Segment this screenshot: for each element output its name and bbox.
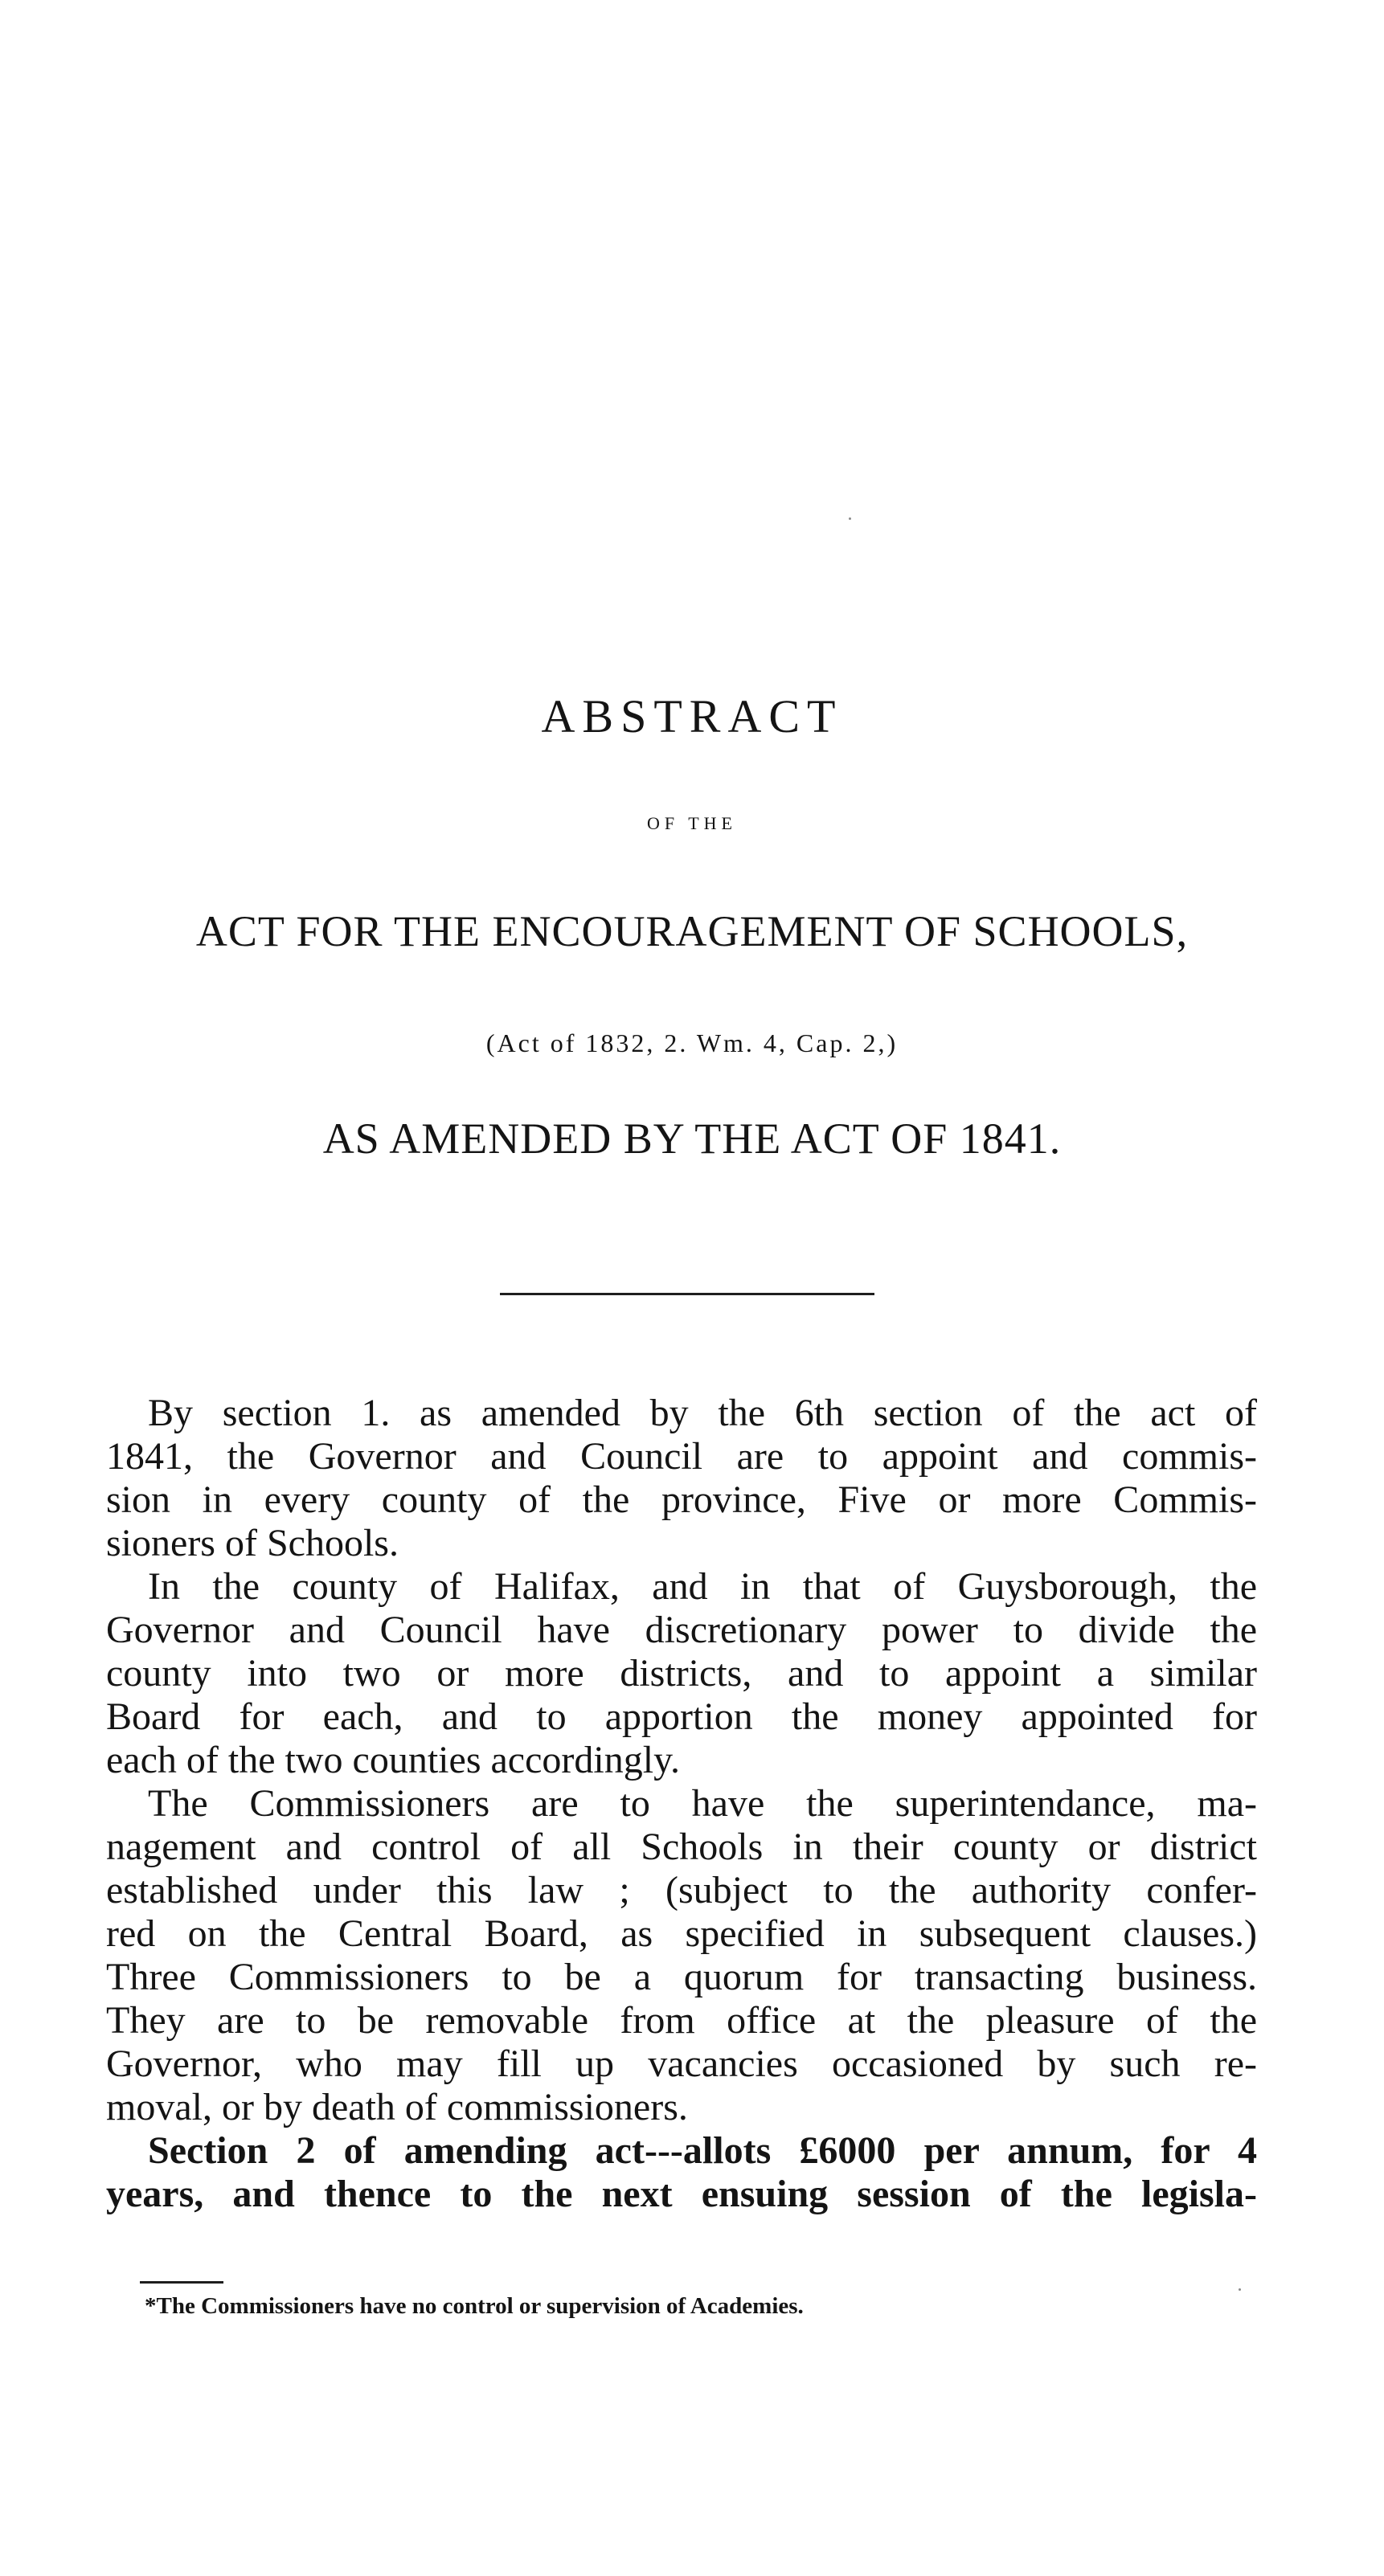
text-line: Section 2 of amending act---allots £6000 per annum, for 4 [148,2129,1257,2172]
text-line: moval, or by death of commissioners. [106,2086,688,2128]
paper-speck [1239,2288,1241,2291]
paper-speck [849,517,851,520]
text-line: red on the Central Board, as specified in subsequent clauses.) [106,1912,1257,1955]
text-line: nagement and control of all Schools in their county or district [106,1826,1257,1868]
act-title: ACT FOR THE ENCOURAGEMENT OF SCHOOLS, [195,907,1189,955]
text-line: 1841, the Governor and Council are to appoint and commis- [106,1435,1257,1478]
text-line: each of the two counties accordingly. [106,1739,680,1781]
text-line: They are to be removable from office at the pleasure of the [106,1999,1257,2042]
document-title: ABSTRACT [541,690,843,742]
text-line: sioners of Schools. [106,1522,399,1564]
text-line: In the county of Halifax, and in that of Guysborough, the [148,1565,1257,1608]
footnote: *The Commissioners have no control or supervision of Academies. [145,2293,804,2319]
body-text [106,1392,1257,2216]
text-line: county into two or more districts, and to appoint a similar [106,1652,1257,1695]
title-connector: OF THE [647,813,737,833]
act-citation: (Act of 1832, 2. Wm. 4, Cap. 2,) [485,1028,899,1057]
text-line: established under this law ; (subject to the authority confer- [106,1869,1257,1912]
text-line: Three Commissioners to be a quorum for transacting business. [106,1956,1257,1998]
text-line: The Commissioners are to have the superintendance, ma- [148,1782,1257,1825]
text-line: years, and thence to the next ensuing session of the legisla- [106,2173,1257,2215]
text-line: Governor and Council have discretionary power to divide the [106,1609,1257,1651]
text-line: sion in every county of the province, Five or more Commis- [106,1478,1257,1521]
section-divider [500,1293,874,1295]
text-line: By section 1. as amended by the 6th section of the act of [148,1392,1257,1434]
text-line: Governor, who may fill up vacancies occasioned by such re- [106,2042,1257,2085]
footnote-rule [140,2281,223,2284]
text-line: Board for each, and to apportion the money appointed for [106,1695,1257,1738]
amendment-subtitle: AS AMENDED BY THE ACT OF 1841. [322,1114,1062,1163]
